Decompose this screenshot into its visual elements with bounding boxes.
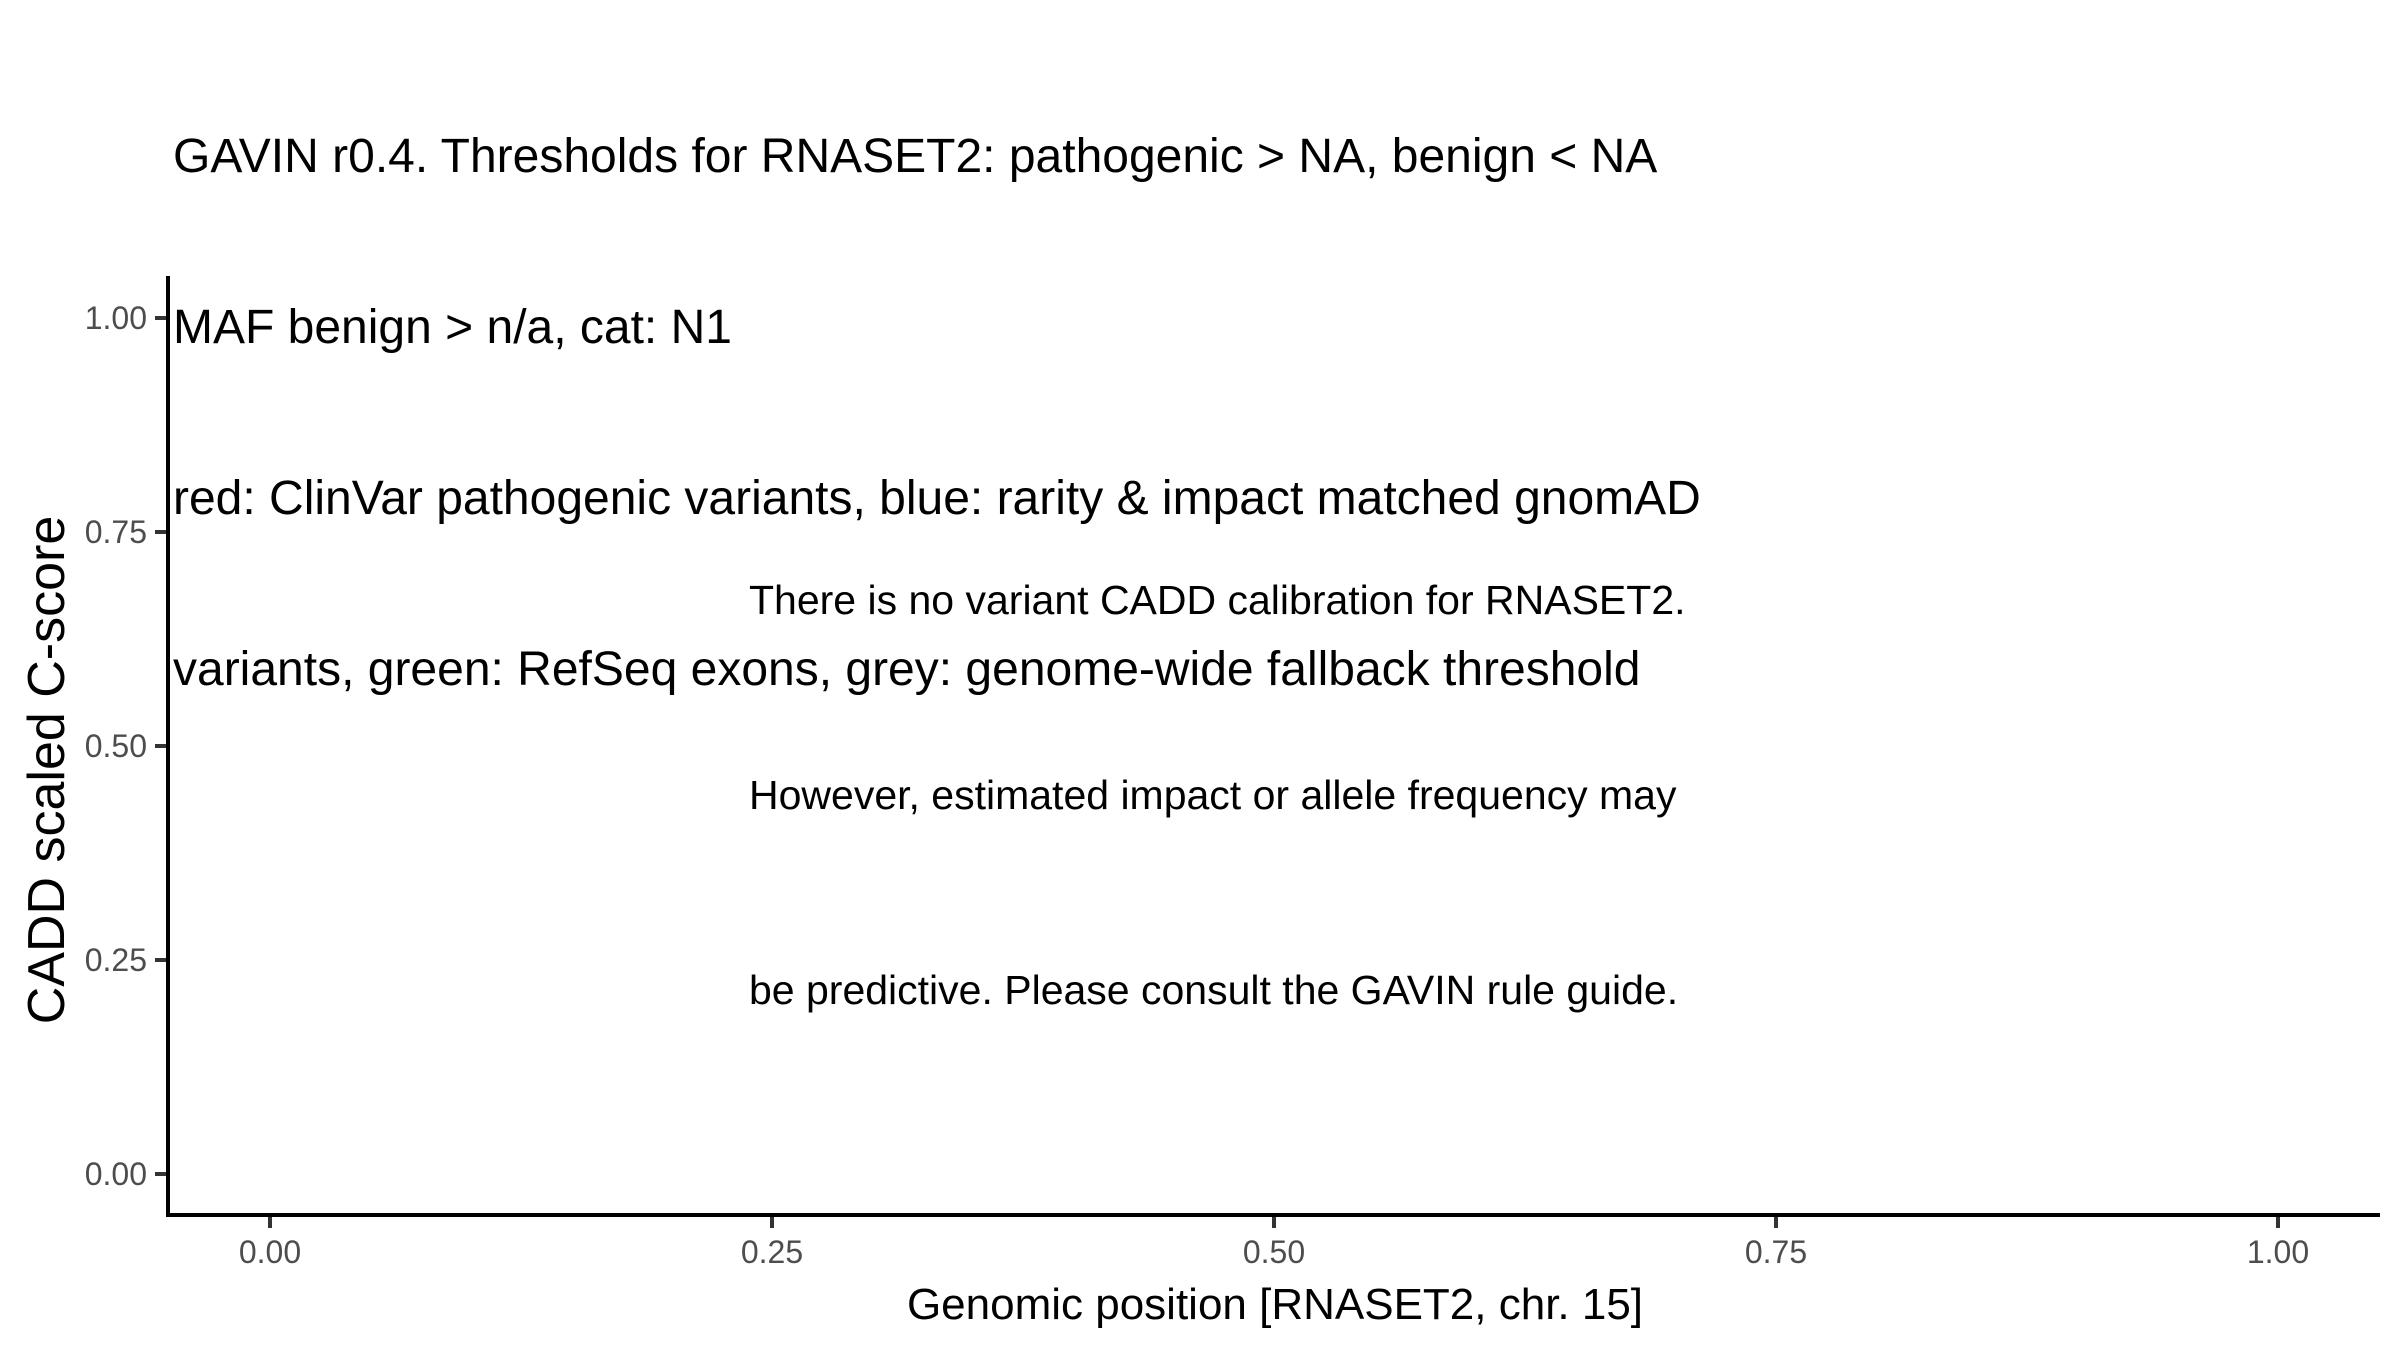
y-axis-title: CADD scaled C-score bbox=[18, 515, 76, 1025]
annotation-line-1: There is no variant CADD calibration for RNASET2. bbox=[749, 577, 1686, 623]
x-axis-title: Genomic position [RNASET2, chr. 15] bbox=[906, 1280, 1644, 1329]
x-tick-mark bbox=[268, 1217, 272, 1228]
x-tick-label: 0.75 bbox=[1744, 1234, 1808, 1270]
plot-title-line-1: GAVIN r0.4. Thresholds for RNASET2: pathogenic > NA, benign < NA bbox=[173, 130, 1658, 183]
x-tick-label: 0.50 bbox=[1242, 1234, 1306, 1270]
x-tick-mark bbox=[1774, 1217, 1778, 1228]
y-tick-mark bbox=[155, 958, 166, 962]
y-tick-mark bbox=[155, 744, 166, 748]
plot-title-line-2: MAF benign > n/a, cat: N1 bbox=[173, 301, 732, 354]
plot-title-line-4: variants, green: RefSeq exons, grey: genome-wide fallback threshold bbox=[173, 643, 1641, 696]
y-tick-label: 0.75 bbox=[84, 514, 147, 550]
y-tick-mark bbox=[155, 316, 166, 320]
y-tick-label: 1.00 bbox=[84, 300, 147, 336]
x-tick-label: 0.00 bbox=[238, 1234, 302, 1270]
annotation-line-3: be predictive. Please consult the GAVIN rule guide. bbox=[749, 967, 1679, 1013]
x-tick-label: 0.25 bbox=[740, 1234, 804, 1270]
plot-title-line-3: red: ClinVar pathogenic variants, blue: rarity & impact matched gnomAD bbox=[173, 472, 1701, 525]
y-tick-mark bbox=[155, 1172, 166, 1176]
y-axis-line bbox=[166, 276, 170, 1217]
x-tick-mark bbox=[770, 1217, 774, 1228]
x-tick-label: 1.00 bbox=[2246, 1234, 2310, 1270]
y-tick-mark bbox=[155, 530, 166, 534]
y-tick-label: 0.25 bbox=[84, 942, 147, 978]
y-tick-label: 0.00 bbox=[84, 1156, 147, 1192]
x-tick-mark bbox=[1272, 1217, 1276, 1228]
y-tick-label: 0.50 bbox=[84, 728, 147, 764]
x-tick-mark bbox=[2276, 1217, 2280, 1228]
no-calibration-annotation bbox=[749, 438, 1686, 1153]
annotation-line-2: However, estimated impact or allele frequency may bbox=[749, 772, 1677, 818]
